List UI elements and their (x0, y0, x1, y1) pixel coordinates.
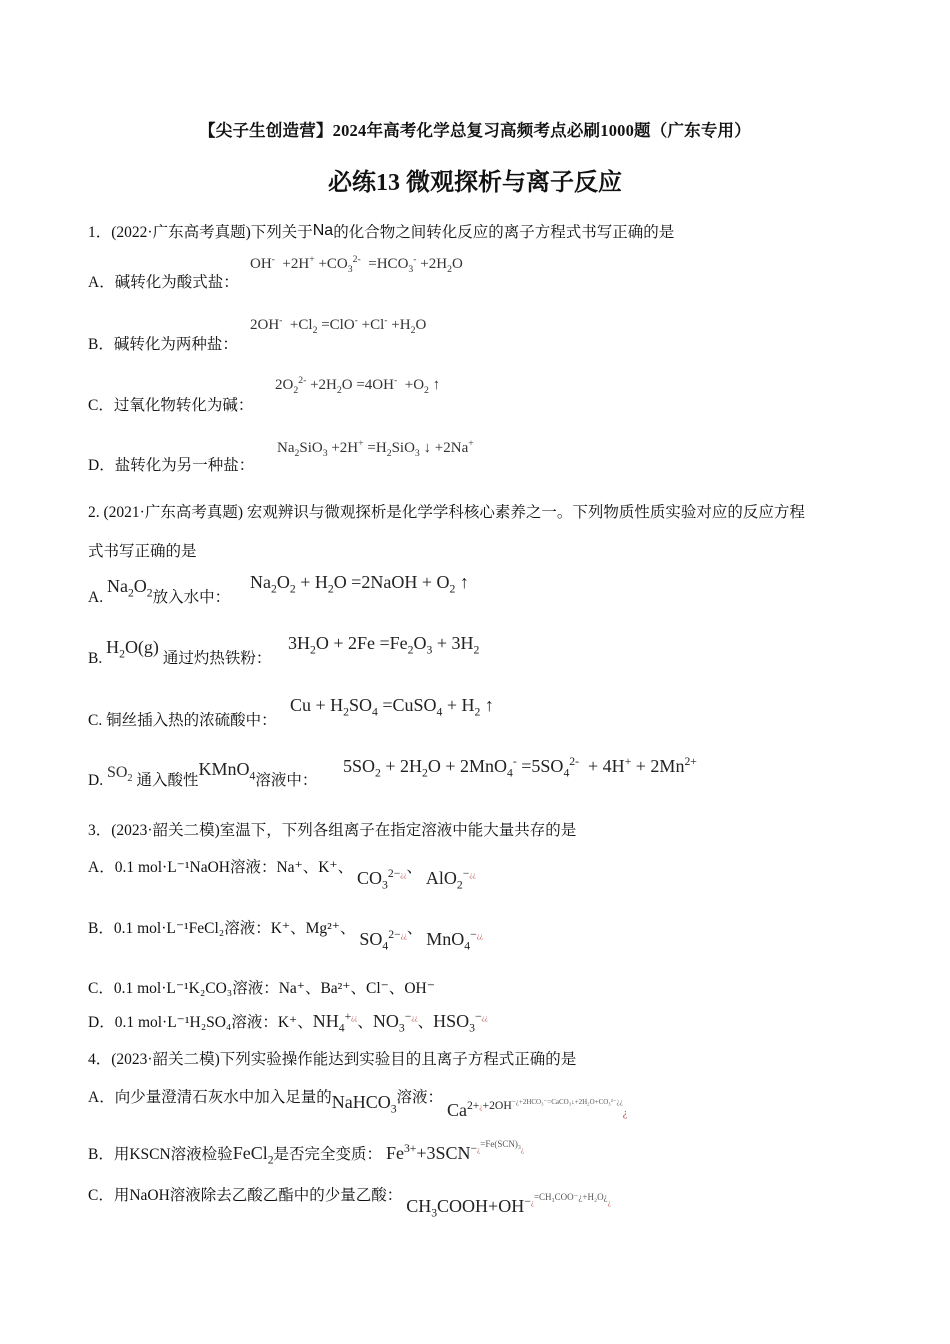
question-3-option-c: C．0.1 mol·L⁻¹K₂CO₃溶液：Na⁺、Ba²⁺、Cl⁻、OH⁻ (88, 980, 435, 997)
question-2-option-c: C. 铜丝插入热的浓硫酸中： (88, 712, 277, 729)
question-2-option-d-formula: $5SO_2 + 2H_2O + 2MnO_4^- =5SO_4^{2-} + 4H^+ + 2Mn^{2+}$ (343, 755, 697, 780)
question-4-option-b: B．用KSCN溶液检验FeCl$_2$是否完全变质： $Fe^{3+}+3SCN^{-¿^{=Fe(SCN)_3}¿}$ (88, 1139, 525, 1167)
question-3-option-d: D．0.1 mol·L⁻¹H₂SO₄溶液：K⁺、$NH_4^{+¿¿}$、$NO_3^{-¿¿}$、$HSO_3^{-¿¿}$ (88, 1010, 488, 1035)
document-header: 【尖子生创造营】2024年高考化学总复习高频考点必刷1000题（广东专用） (199, 121, 751, 140)
question-2-stem-line-2: 式书写正确的是 (88, 543, 197, 560)
question-2-option-c-formula: $Cu + H_2SO_4$ =CuSO$_4$ + $H_2$ ↑ (290, 695, 494, 719)
question-1-stem: 1．(2022·广东高考真题)下列关于Na的化合物之间转化反应的离子方程式书写正确的是 (88, 222, 675, 241)
question-1-option-a: A．碱转化为酸式盐： (88, 274, 239, 291)
question-1-option-d-formula: $Na_2SiO_3 +2H^+ =H_2SiO_3$ ↓ +2Na+ (277, 438, 474, 459)
question-2-option-d: D. $SO_2$ 通入酸性KMnO$_4$溶液中： (88, 759, 318, 789)
question-4-option-c: C．用NaOH溶液除去乙酸乙酯中的少量乙酸： $CH_3COOH+OH^{-¿^{=CH_3COO^-¿+H_2O¿}¿}$ (88, 1187, 611, 1220)
question-4-stem: 4．(2023·韶关二模)下列实验操作能达到实验目的且离子方程式正确的是 (88, 1051, 577, 1068)
question-1-option-b-formula: $2OH^- +Cl_2 =ClO^- +Cl^- +H_2O$ (250, 315, 427, 336)
question-2-stem-line-1: 2. (2021·广东高考真题) 宏观辨识与微观探析是化学学科核心素养之一。下列物质性质实验对应的反应方程 (88, 504, 805, 521)
question-3-option-b: B．0.1 mol·L⁻¹FeCl₂溶液：K⁺、Mg²⁺、 $SO_4^{2-¿¿}$、 MnO$_4$−¿¿ (88, 920, 483, 953)
page-title: 必练13 微观探析与离子反应 (328, 170, 622, 196)
question-1-option-a-formula: $OH^- +2H^+ +CO_3^{2-} =HCO_3^- +2H_2O$ (250, 254, 463, 275)
question-2-option-a-formula: $Na_2O_2 + H_2O$ =2NaOH + $O_2$ ↑ (250, 572, 469, 596)
question-3-option-a: A．0.1 mol·L⁻¹NaOH溶液：Na⁺、K⁺、 $CO_3^{2-¿¿}$、 AlO$_2$−¿¿ (88, 859, 476, 892)
question-1-option-c: C．过氧化物转化为碱： (88, 397, 254, 414)
question-1-option-b: B．碱转化为两种盐： (88, 336, 238, 353)
question-1-option-c-formula: $2O_2^{2-} +2H_2O =4OH^- +O_2$ ↑ (275, 375, 441, 396)
question-2-option-b-formula: $3H_2O + 2Fe =Fe_2O_3 + 3H_2$ (288, 633, 480, 657)
question-1-option-d: D．盐转化为另一种盐： (88, 457, 255, 474)
question-4-option-a: A．向少量澄清石灰水中加入足量的NaHCO$_3$溶液： $Ca^{2+¿+2OH^{-¿+2HCO_3^-=CaCO_3↓+2H_2O+CO_3^{2-}¿¿}}¿$ (88, 1089, 628, 1120)
question-3-stem: 3．(2023·韶关二模)室温下，下列各组离子在指定溶液中能大量共存的是 (88, 822, 577, 839)
question-2-option-b: B. $H_2O(g)$ 通过灼热铁粉： (88, 637, 272, 667)
question-2-option-a: A. $Na_2O_2$放入水中： (88, 576, 231, 606)
